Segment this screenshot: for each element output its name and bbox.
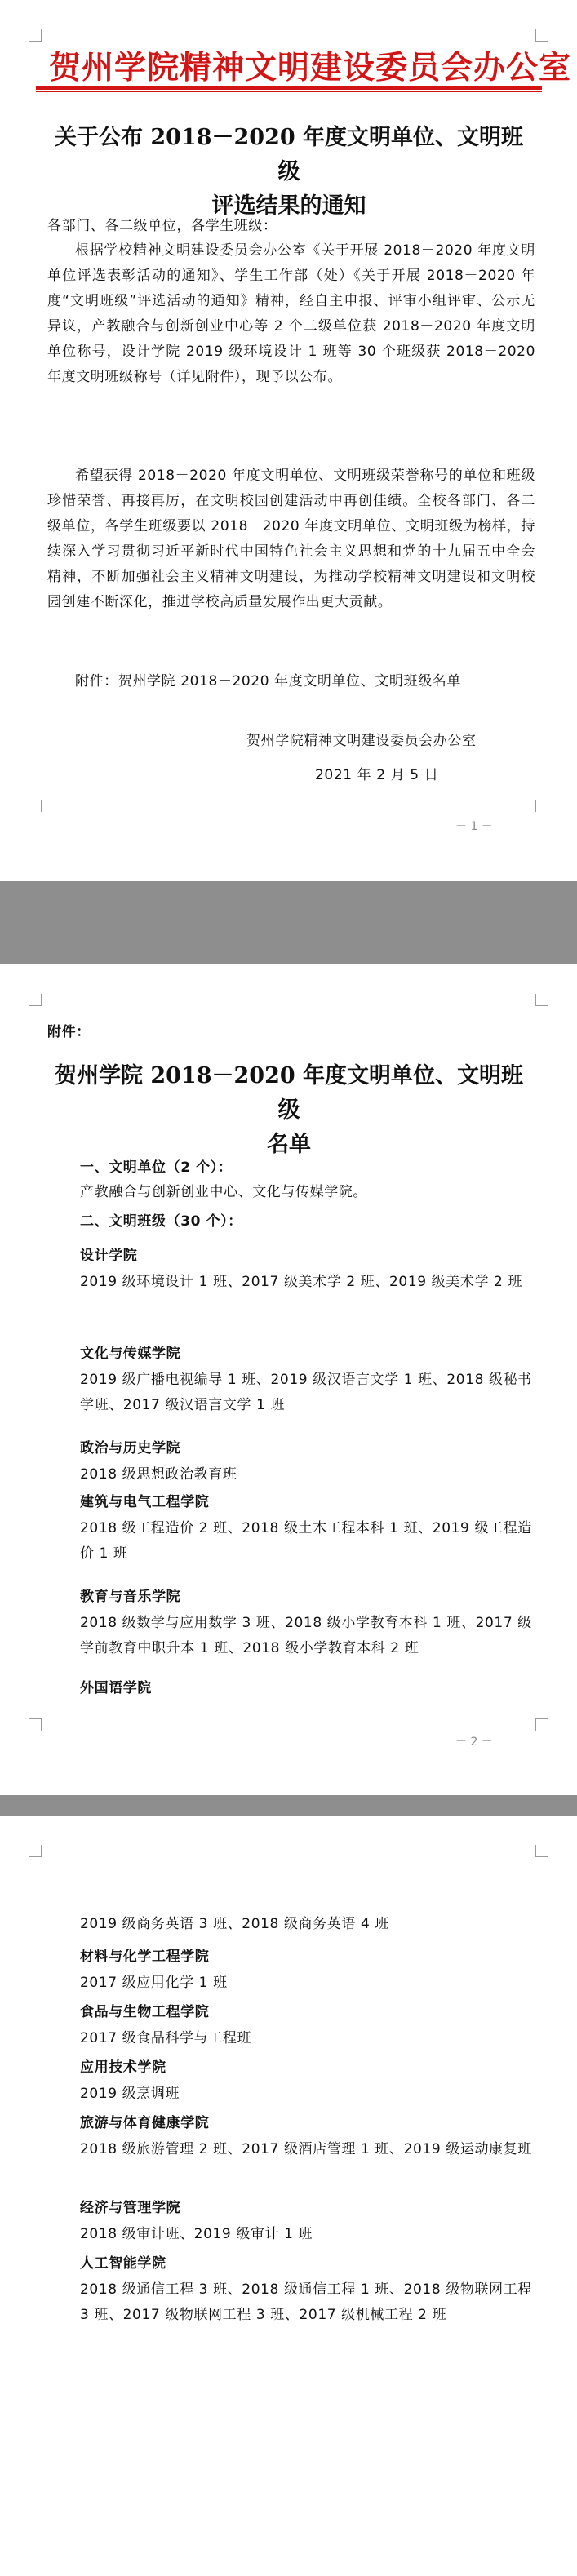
college-name: 旅游与体育健康学院 <box>80 2115 210 2131</box>
college-classes: 2019 级烹调班 <box>80 2086 180 2102</box>
college-name: 经济与管理学院 <box>80 2200 181 2216</box>
college-classes: 2019 级环境设计 1 班、2017 级美术学 2 班、2019 级美术学 2 班 <box>80 1274 523 1290</box>
college-classes: 2018 级旅游管理 2 班、2017 级酒店管理 1 班、2019 级运动康复班 <box>80 2141 532 2157</box>
college-name: 教育与音乐学院 <box>80 1589 181 1605</box>
header-red-rule-thick <box>36 86 542 90</box>
page-corner-mark <box>29 994 42 1006</box>
college-name: 文化与传媒学院 <box>80 1346 181 1362</box>
page-corner-mark <box>29 800 42 812</box>
college-name: 外国语学院 <box>80 1680 152 1696</box>
list-title-line-1: 贺州学院 2018－2020 年度文明单位、文明班级 <box>54 1063 524 1123</box>
page-corner-mark <box>29 1845 42 1857</box>
document-page-1 <box>0 0 577 881</box>
issuer-signature: 贺州学院精神文明建设委员会办公室 <box>246 733 477 749</box>
red-header-title: 贺州学院精神文明建设委员会办公室 <box>49 49 572 86</box>
attachment-label: 附件： <box>47 1024 91 1040</box>
page-corner-mark <box>535 29 548 42</box>
page-corner-mark <box>29 29 42 42</box>
list-title-line-2: 名单 <box>267 1132 311 1157</box>
college-name: 应用技术学院 <box>80 2059 166 2076</box>
document-title-line-1: 关于公布 2018－2020 年度文明单位、文明班级 <box>54 125 524 184</box>
document-page-3 <box>0 1816 577 2576</box>
document-title-line-2: 评选结果的通知 <box>211 193 366 219</box>
college-name: 材料与化学工程学院 <box>80 1949 210 1965</box>
college-classes: 2018 级审计班、2019 级审计 1 班 <box>80 2226 313 2242</box>
college-classes: 2018 级数学与应用数学 3 班、2018 级小学教育本科 1 班、2017 级学前教育中职升本 1 班、2018 级小学教育本科 2 班 <box>80 1615 532 1656</box>
college-classes: 2018 级思想政治教育班 <box>80 1466 237 1483</box>
page-corner-mark <box>535 1845 548 1857</box>
college-classes: 2019 级商务英语 3 班、2018 级商务英语 4 班 <box>80 1916 389 1932</box>
attachment-note: 附件：贺州学院 2018－2020 年度文明单位、文明班级名单 <box>75 673 461 689</box>
page-number: － 2 － <box>455 1736 493 1749</box>
college-name: 政治与历史学院 <box>80 1440 181 1456</box>
list-title <box>44 1059 534 1162</box>
college-classes: 2019 级广播电视编导 1 班、2019 级汉语言文学 1 班、2018 级秘书学班、2017 级汉语言文学 1 班 <box>80 1372 532 1413</box>
document-title <box>44 121 534 224</box>
page-corner-mark <box>535 994 548 1006</box>
college-name: 建筑与电气工程学院 <box>80 1494 210 1510</box>
college-name: 人工智能学院 <box>80 2255 166 2272</box>
college-classes: 2018 级工程造价 2 班、2018 级土木工程本科 1 班、2019 级工程造价 1 班 <box>80 1520 532 1562</box>
civilized-units-list: 产教融合与创新创业中心、文化与传媒学院。 <box>80 1184 367 1200</box>
body-paragraph-1: 根据学校精神文明建设委员会办公室《关于开展 2018－2020 年度文明单位评选表彰活动的通知》、学生工作部（处）《关于开展 2018－2020 年度“文明班级”评选活动的通知》精神，经自主申报、评审小组评审、公示无异议，产教融合与创新创业中心等 2 个二级单位获 2018－2020 年度文明单位称号，设计学院 2019 级环境设计 1 班等 30 个班级获 2018－2020 年度文明班级称号（详见附件），现予以公布。 <box>47 242 535 385</box>
college-classes: 2017 级应用化学 1 班 <box>80 1975 228 1991</box>
college-name: 食品与生物工程学院 <box>80 2004 210 2020</box>
section-civilized-units-title: 一、文明单位（2 个）： <box>80 1159 233 1176</box>
document-page-2 <box>0 964 577 1795</box>
body-paragraph-2: 希望获得 2018－2020 年度文明单位、文明班级荣誉称号的单位和班级珍惜荣誉、再接再厉，在文明校园创建活动中再创佳绩。全校各部门、各二级单位，各学生班级要以 2018－2020 年度文明单位、文明班级为榜样，持续深入学习贯彻习近平新时代中国特色社会主义思想和党的十九届五中全会精神，不断加强社会主义精神文明建设，为推动学校精神文明建设和文明校园创建不断深化，推进学校高质量发展作出更大贡献。 <box>47 468 535 610</box>
college-classes: 2018 级通信工程 3 班、2018 级通信工程 1 班、2018 级物联网工程 3 班、2017 级物联网工程 3 班、2017 级机械工程 2 班 <box>80 2281 532 2323</box>
page-corner-mark <box>535 800 548 812</box>
page-number: － 1 － <box>455 820 493 833</box>
page-corner-mark <box>535 1718 548 1731</box>
page-corner-mark <box>29 1718 42 1731</box>
header-red-rule-thin <box>36 91 542 92</box>
college-name: 设计学院 <box>80 1248 138 1264</box>
college-classes: 2017 级食品科学与工程班 <box>80 2030 252 2046</box>
issue-date: 2021 年 2 月 5 日 <box>315 767 439 783</box>
section-civilized-classes-title: 二、文明班级（30 个）： <box>80 1213 242 1230</box>
salutation: 各部门、各二级单位，各学生班级： <box>47 218 277 234</box>
